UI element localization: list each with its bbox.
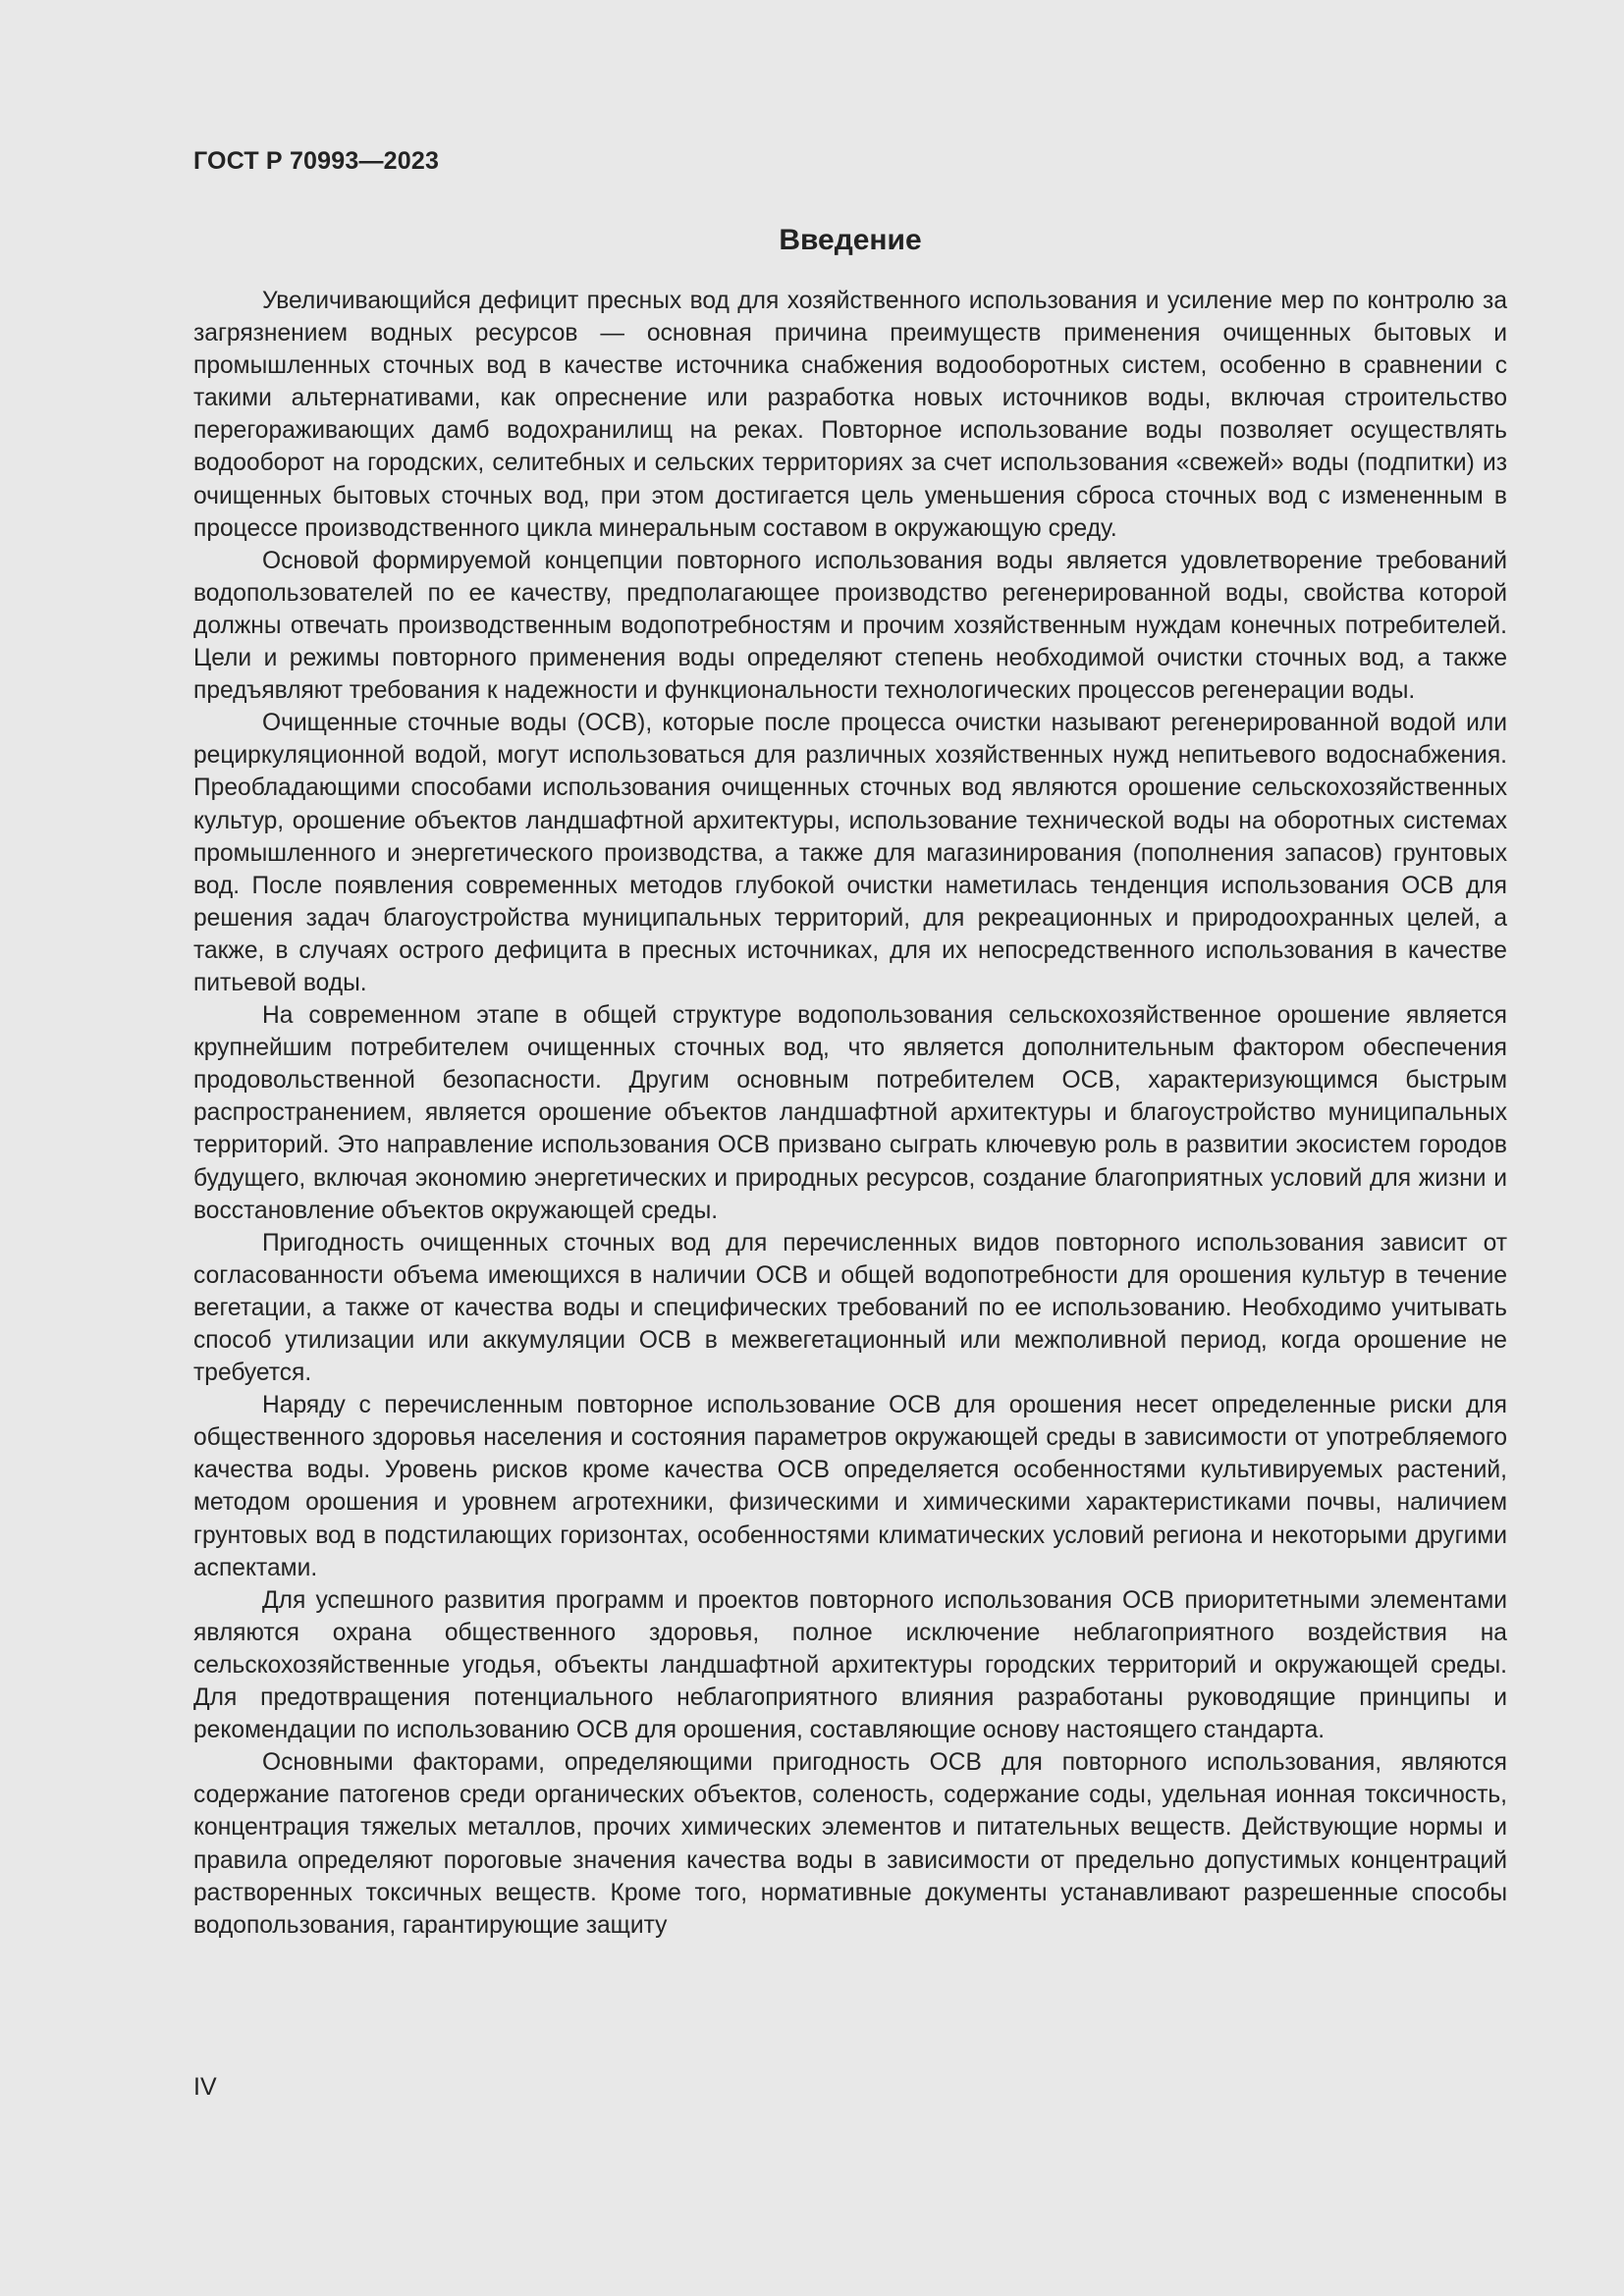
paragraph: Пригодность очищенных сточных вод для перечисленных видов повторного использования зависит от согласованности объема имеющихся в наличии ОСВ и общей водопотребности для орошения культур в течение вегетации, а также от качества воды и специфических требований по ее использованию. Необходимо учитывать способ утилизации или аккумуляции ОСВ в межвегетационный или межполивной период, когда орошение не требуется. xyxy=(193,1229,1507,1387)
paragraph: Для успешного развития программ и проектов повторного использования ОСВ приоритетными элементами являются охрана общественного здоровья, полное исключение неблагоприятного воздействия на сельскохозяйственные угодья, объекты ландшафтной архитектуры городских территорий и окружающей среды. Для предотвращения потенциального неблагоприятного влияния разработаны руководящие принципы и рекомендации по использованию ОСВ для орошения, составляющие основу настоящего стандарта. xyxy=(193,1586,1507,1744)
page-number: IV xyxy=(193,2073,217,2101)
paragraph: Увеличивающийся дефицит пресных вод для хозяйственного использования и усиление мер по контролю за загрязнением водных ресурсов — основная причина преимуществ применения очищенных бытовых и промышленных сточных вод в качестве источника снабжения водооборотных систем, особенно в сравнении с такими альтернативами, как опреснение или разработка новых источников воды, включая строительство перегораживающих дамб водохранилищ на реках. Повторное использование воды позволяет осуществлять водооборот на городских, селитебных и сельских территориях за счет использования «свежей» воды (подпитки) из очищенных бытовых сточных вод, при этом достигается цель уменьшения сброса сточных вод с измененным в процессе производственного цикла минеральным составом в окружающую среду. xyxy=(193,288,1507,542)
paragraph: Основными факторами, определяющими пригодность ОСВ для повторного использования, являются содержание патогенов среди органических объектов, соленость, содержание соды, удельная ионная токсичность, концентрация тяжелых металлов, прочих химических элементов и питательных веществ. Действующие нормы и правила определяют пороговые значения качества воды в зависимости от предельно допустимых концентраций растворенных токсичных веществ. Кроме того, нормативные документы устанавливают разрешенные способы водопользования, гарантирующие защиту xyxy=(193,1749,1507,1939)
section-title: Введение xyxy=(779,224,922,256)
paragraph: Основой формируемой концепции повторного использования воды является удовлетворение требований водопользователей по ее качеству, предполагающее производство регенерированной воды, свойства которой должны отвечать производственным водопотребностям и прочим хозяйственным нуждам конечных потребителей. Цели и режимы повторного применения воды определяют степень необходимой очистки сточных вод, а также предъявляют требования к надежности и функциональности технологических процессов регенерации воды. xyxy=(193,547,1507,705)
paragraph: Наряду с перечисленным повторное использование ОСВ для орошения несет определенные риски для общественного здоровья населения и состояния параметров окружающей среды в зависимости от употребляемого качества воды. Уровень рисков кроме качества ОСВ определяется особенностями культивируемых растений, методом орошения и уровнем агротехники, физическими и химическими характеристиками почвы, наличием грунтовых вод в подстилающих горизонтах, особенностями климатических условий региона и некоторыми другими аспектами. xyxy=(193,1392,1507,1581)
paragraph: Очищенные сточные воды (ОСВ), которые после процесса очистки называют регенерированной водой или рециркуляционной водой, могут использоваться для различных хозяйственных нужд непитьевого водоснабжения. Преобладающими способами использования очищенных сточных вод являются орошение сельскохозяйственных культур, орошение объектов ландшафтной архитектуры, использование технической воды на оборотных системах промышленного и энергетического производства, а также для магазинирования (пополнения запасов) грунтовых вод. После появления современных методов глубокой очистки наметилась тенденция использования ОСВ для решения задач благоустройства муниципальных территорий, для рекреационных и природоохранных целей, а также, в случаях острого дефицита в пресных источниках, для их непосредственного использования в качестве питьевой воды. xyxy=(193,710,1507,996)
paragraph: На современном этапе в общей структуре водопользования сельскохозяйственное орошение является крупнейшим потребителем очищенных сточных вод, что является дополнительным фактором обеспечения продовольственной безопасности. Другим основным потребителем ОСВ, характеризующимся быстрым распространением, является орошение объектов ландшафтной архитектуры и благоустройство муниципальных территорий. Это направление использования ОСВ призвано сыграть ключевую роль в развитии экосистем городов будущего, включая экономию энергетических и природных ресурсов, создание благоприятных условий для жизни и восстановление объектов окружающей среды. xyxy=(193,1002,1507,1224)
body-text xyxy=(193,285,1507,1942)
document-code-header: ГОСТ Р 70993—2023 xyxy=(193,147,440,175)
